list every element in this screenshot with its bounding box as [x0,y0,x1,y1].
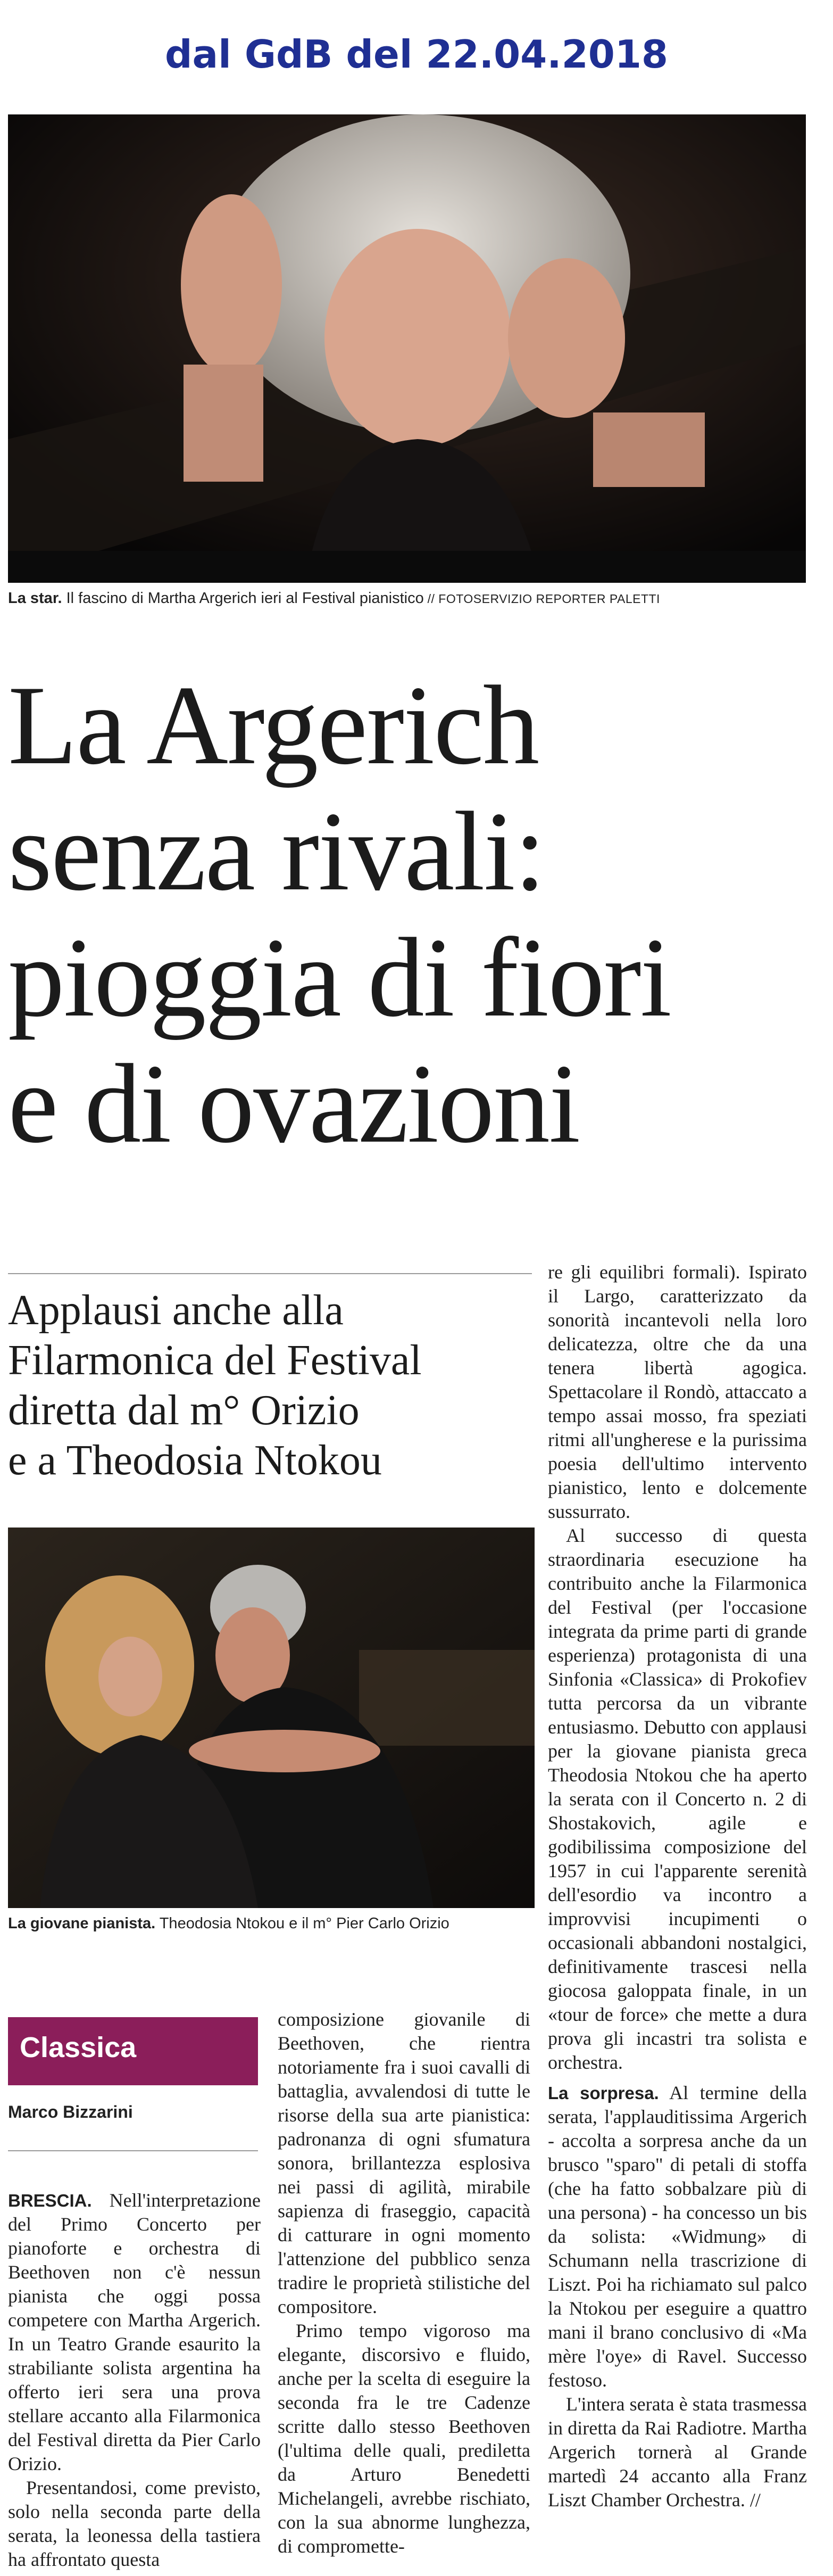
article-paragraph [278,2319,530,2558]
subhead-line: Filarmonica del Festival [8,1337,422,1384]
photo1-caption-text: Il fascino di Martha Argerich ieri al Festival pianistico [62,590,424,607]
article-paragraph [8,2476,261,2572]
article-paragraph [548,1260,807,1524]
byline-rule [8,2150,258,2151]
paragraph-text: Al successo di questa straordinaria esecuzione ha contribuito anche la Filarmonica del Festival (per l'occasione integrata da prime parti di grande esperienza) protagonista di una Sinfonia «Classica» di Prokofiev tutta percorsa da un vibrante entusiasmo. Debutto con applausi per la giovane pianista greca Theodosia Ntokou che ha aperto la serata con il Concerto n. 2 di Shostakovich, agile e godibilissima composizione del 1957 in cui l'apparente serenità dell'esordio va incontro a improvvisi incupimenti o occasionali abbandoni nostalgici, definitivamente trascesi nella giocosa galoppata finale, in un «tour de force» che mette a dura prova gli incastri tra solista e orchestra. [548,1525,807,2073]
article-paragraph [278,2008,530,2319]
article-paragraph [548,2081,807,2392]
photo1-caption-lead: La star. [8,590,62,607]
subhead-line: e a Theodosia Ntokou [8,1437,382,1484]
pianist-illustration [8,114,806,583]
embrace-illustration [8,1528,535,1908]
headline [8,663,817,1167]
paragraph-text: Presentandosi, come previsto, solo nella seconda parte della serata, la leonessa della tastiera ha affrontato questa [8,2477,261,2570]
article-column-3-continued [548,2081,807,2512]
section-rubric [8,2017,258,2085]
photo2-caption-lead: La giovane pianista. [8,1915,156,1932]
paragraph-text: L'intera serata è stata trasmessa in diretta da Rai Radiotre. Martha Argerich tornerà al Grande martedì 24 accanto alla Franz Liszt Chamber Orchestra. // [548,2393,807,2511]
paragraph-text: Al termine della serata, l'applauditissima Argerich - accolta a sorpresa anche da un brusco "sparo" di petali di stoffa (che ha fatto sobbalzare più di una persona) - ha concesso un bis da solista: «Widmung» di Schumann nella trascrizione di Liszt. Poi ha richiamato sul palco la Ntokou per eseguire a quattro mani il brano conclusivo di «Ma mère l'oye» di Ravel. Successo festoso. [548,2082,807,2391]
headline-line: senza rivali: [8,789,545,914]
headline-line: pioggia di fiori [8,915,671,1041]
paragraph-text: composizione giovanile di Beethoven, che rientra notoriamente fra i suoi cavalli di battaglia, avvalendosi di tutte le risorse della sua arte pianistica: padronanza di ogni sfumatura sonora, brillantezza esplosiva nei passi di agilità, mirabile sapienza di fraseggio, capacità di catturare in ogni momento l'attenzione del pubblico senza tradire le proprietà stilistiche del compositore. [278,2009,530,2317]
article-column-1 [8,2189,261,2572]
headline-line: La Argerich [8,663,539,788]
section-rubric-label: Classica [20,2032,137,2063]
source-line: dal GdB del 22.04.2018 [164,32,669,77]
article-column-2 [278,2008,530,2558]
section-lead: La sorpresa. [548,2083,659,2103]
paragraph-text: Nell'interpretazione del Primo Concerto per pianoforte e orchestra di Beethoven non c'è nessun pianista che oggi possa competere con Martha Argerich. In un Teatro Grande esaurito la strabiliante solista argentina ha offerto ieri sera una prova stellare accanto alla Filarmonica del Festival diretta da Pier Carlo Orizio. [8,2190,261,2474]
article-paragraph [548,1524,807,2075]
subhead-line: Applausi anche alla [8,1287,344,1334]
author-byline: Marco Bizzarini [8,2102,133,2121]
article-paragraph [8,2189,261,2476]
photo-martha-argerich [8,114,806,583]
dateline: BRESCIA. [8,2191,92,2210]
subhead-rule [8,1273,532,1274]
photo2-caption-text: Theodosia Ntokou e il m° Pier Carlo Orizio [155,1915,449,1932]
subhead-line: diretta dal m° Orizio [8,1387,360,1434]
photo2-caption [8,1915,449,1933]
article-column-3 [548,1260,807,2075]
photo1-credit: // FOTOSERVIZIO REPORTER PALETTI [423,592,660,606]
paragraph-text: re gli equilibri formali). Ispirato il Largo, caratterizzato da sonorità incantevoli nella loro delicatezza, oltre che da una tenera libertà agogica. Spettacolare il Rondò, attaccato a tempo assai mosso, fra speziati ritmi all'ungherese e la purissima poesia dell'ultimo intervento pianistico, lento e dolcemente sussurrato. [548,1261,807,1522]
paragraph-text: Primo tempo vigoroso ma elegante, discorsivo e fluido, anche per la scelta di eseguire la seconda fra le tre Cadenze scritte dallo stesso Beethoven (l'ultima delle quali, prediletta da Arturo Benedetti Michelangeli, avrebbe rischiato, con la sua abnorme lunghezza, di compromette- [278,2320,530,2557]
photo1-caption [8,590,660,607]
headline-line: e di ovazioni [8,1041,580,1167]
article-paragraph [548,2392,807,2512]
photo-ntokou-orizio [8,1528,535,1908]
subhead [8,1285,529,1485]
